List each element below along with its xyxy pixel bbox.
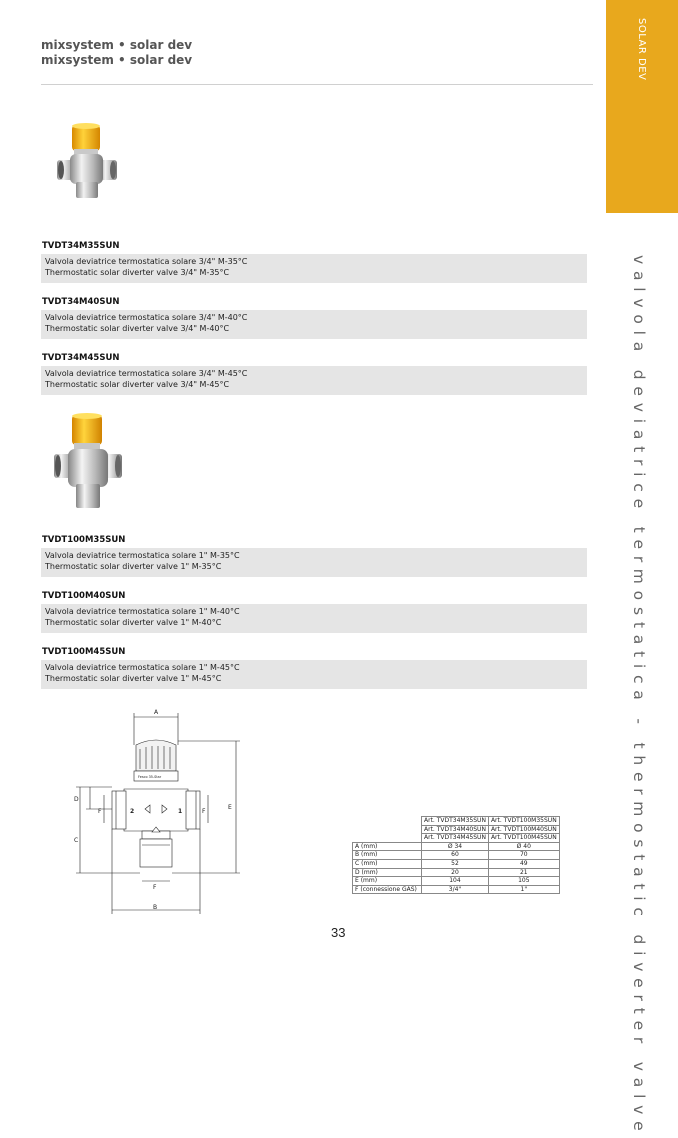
product-desc-en: Thermostatic solar diverter valve 3/4" M-40°C [45, 324, 230, 333]
product-desc-1 [41, 254, 587, 283]
dim-label-b: B [153, 904, 158, 911]
value-cell: 60 [422, 851, 489, 860]
product-desc-it: Valvola deviatrice termostatica solare 1" M-45°C [45, 663, 240, 672]
side-tab-label: SOLAR DEV [636, 18, 647, 81]
row-label: B (mm) [353, 851, 422, 860]
row-label: A (mm) [353, 842, 422, 851]
art-cell: Art. TVDT34M45SUN [422, 834, 489, 843]
row-label: D (mm) [353, 868, 422, 877]
product-code-1: TVDT34M35SUN [42, 241, 120, 251]
table-row [353, 825, 560, 834]
knob-marking: Fesco 35-Star [138, 775, 162, 779]
art-cell: Art. TVDT34M35SUN [422, 817, 489, 826]
product-desc-it: Valvola deviatrice termostatica solare 3/4" M-40°C [45, 313, 248, 322]
header-line-2: mixsystem • solar dev [41, 53, 193, 67]
row-label: C (mm) [353, 859, 422, 868]
page-number: 33 [331, 925, 346, 940]
product-code-4: TVDT100M35SUN [42, 535, 126, 545]
table-row [353, 877, 560, 886]
table-row [353, 885, 560, 894]
product-desc-it: Valvola deviatrice termostatica solare 1" M-40°C [45, 607, 240, 616]
product-desc-5 [41, 604, 587, 633]
product-desc-2 [41, 310, 587, 339]
product-desc-en: Thermostatic solar diverter valve 1" M-35°C [45, 562, 222, 571]
product-desc-en: Thermostatic solar diverter valve 1" M-40°C [45, 618, 222, 627]
value-cell: Ø 40 [488, 842, 559, 851]
product-code-6: TVDT100M45SUN [42, 647, 126, 657]
table-row [353, 851, 560, 860]
art-cell: Art. TVDT100M35SUN [488, 817, 559, 826]
product-desc-it: Valvola deviatrice termostatica solare 3/4" M-45°C [45, 369, 248, 378]
table-row [353, 817, 560, 826]
dim-label-f-bottom: F [153, 884, 157, 891]
value-cell: 20 [422, 868, 489, 877]
dim-label-a: A [154, 709, 159, 716]
art-cell: Art. TVDT34M40SUN [422, 825, 489, 834]
value-cell: 21 [488, 868, 559, 877]
dim-label-c: C [74, 837, 79, 844]
product-desc-it: Valvola deviatrice termostatica solare 3/4" M-35°C [45, 257, 248, 266]
header-divider [41, 84, 593, 85]
value-cell: Ø 34 [422, 842, 489, 851]
product-code-3: TVDT34M45SUN [42, 353, 120, 363]
product-desc-3 [41, 366, 587, 395]
value-cell: 1" [488, 885, 559, 894]
art-cell: Art. TVDT100M40SUN [488, 825, 559, 834]
product-desc-4 [41, 548, 587, 577]
table-row [353, 859, 560, 868]
dim-label-f-right: F [202, 808, 206, 815]
valve-3-4-image [55, 122, 120, 200]
value-cell: 105 [488, 877, 559, 886]
product-desc-6 [41, 660, 587, 689]
dim-label-f-left: F [98, 808, 102, 815]
value-cell: 104 [422, 877, 489, 886]
art-cell: Art. TVDT100M45SUN [488, 834, 559, 843]
page-header [41, 38, 192, 68]
table-row [353, 842, 560, 851]
table-row [353, 834, 560, 843]
row-label: F (connessione GAS) [353, 885, 422, 894]
valve-1-inch-image [52, 412, 124, 510]
value-cell: 70 [488, 851, 559, 860]
dimension-table [352, 816, 560, 894]
dimension-drawing [66, 705, 246, 917]
value-cell: 52 [422, 859, 489, 868]
product-desc-it: Valvola deviatrice termostatica solare 1" M-35°C [45, 551, 240, 560]
product-desc-en: Thermostatic solar diverter valve 3/4" M-45°C [45, 380, 230, 389]
value-cell: 49 [488, 859, 559, 868]
dim-label-e: E [228, 804, 232, 811]
product-desc-en: Thermostatic solar diverter valve 3/4" M-35°C [45, 268, 230, 277]
product-code-2: TVDT34M40SUN [42, 297, 120, 307]
header-line-1: mixsystem • solar dev [41, 38, 193, 52]
port-label-2: 2 [130, 808, 135, 815]
product-code-5: TVDT100M40SUN [42, 591, 126, 601]
row-label: E (mm) [353, 877, 422, 886]
table-row [353, 868, 560, 877]
side-title: valvola deviatrice termostatica - thermostatic diverter valve [630, 255, 648, 1138]
dim-label-d: D [74, 796, 79, 803]
value-cell: 3/4" [422, 885, 489, 894]
product-desc-en: Thermostatic solar diverter valve 1" M-45°C [45, 674, 222, 683]
port-label-1: 1 [178, 808, 183, 815]
